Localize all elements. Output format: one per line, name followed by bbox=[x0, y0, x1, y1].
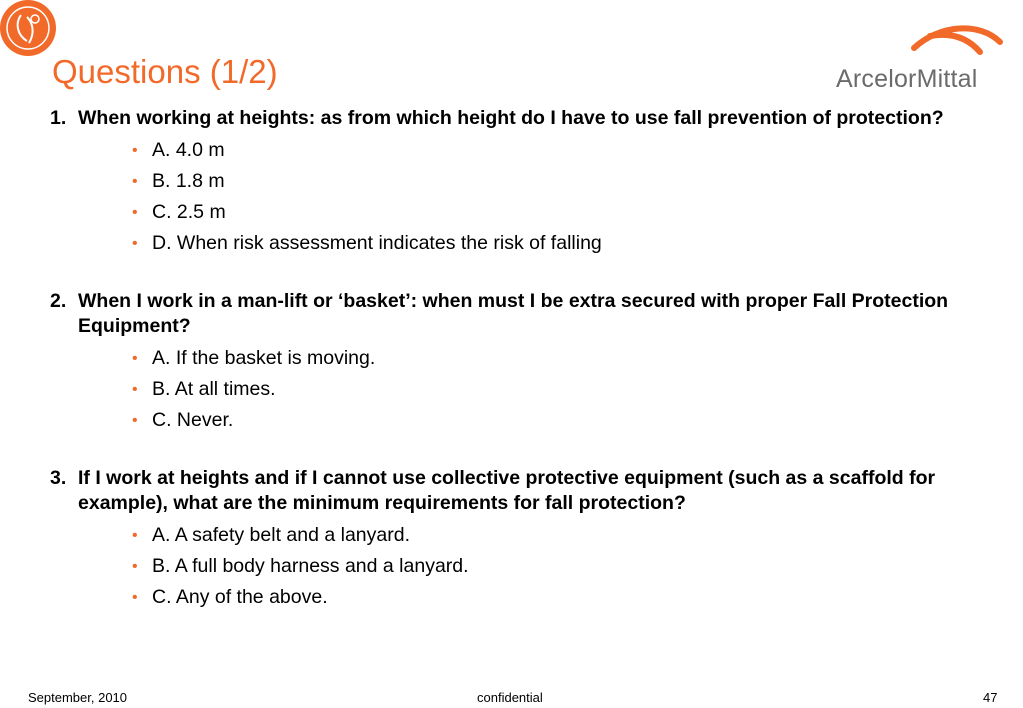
bullet-icon: • bbox=[132, 412, 138, 429]
question-list bbox=[50, 106, 980, 613]
footer-classification: confidential bbox=[477, 690, 543, 705]
answer-option: • B. 1.8 m bbox=[50, 166, 980, 197]
question-text: When I work in a man-lift or ‘basket’: when must I be extra secured with proper Fall Protection Equipment? bbox=[78, 290, 949, 337]
arcelormittal-logo bbox=[830, 18, 1006, 96]
question-text: When working at heights: as from which height do I have to use fall prevention of protection? bbox=[78, 107, 944, 129]
bullet-icon: • bbox=[132, 527, 138, 544]
page-title: Questions (1/2) bbox=[52, 53, 278, 90]
answer-option: • D. When risk assessment indicates the risk of falling bbox=[50, 228, 980, 259]
answer-options bbox=[50, 135, 980, 259]
question-text: If I work at heights and if I cannot use collective protective equipment (such as a scaffold for example), what are the minimum requirements for fall protection? bbox=[78, 467, 936, 514]
bullet-icon: • bbox=[132, 381, 138, 398]
footer-date: September, 2010 bbox=[28, 690, 128, 705]
answer-option: • C. 2.5 m bbox=[50, 197, 980, 228]
question-number: 2. bbox=[50, 290, 67, 312]
bullet-icon: • bbox=[132, 350, 138, 367]
bullet-icon: • bbox=[132, 589, 138, 606]
question-2 bbox=[50, 289, 980, 436]
safety-badge-logo bbox=[0, 0, 56, 56]
bullet-icon: • bbox=[132, 173, 138, 190]
arcelormittal-swoosh-icon bbox=[830, 18, 1006, 68]
logo-wordmark: ArcelorMittal bbox=[836, 65, 978, 93]
answer-option: • B. A full body harness and a lanyard. bbox=[50, 551, 980, 582]
page-number: 47 bbox=[983, 690, 998, 705]
question-number: 1. bbox=[50, 107, 67, 129]
bullet-icon: • bbox=[132, 204, 138, 221]
answer-option: • A. 4.0 m bbox=[50, 135, 980, 166]
question-3 bbox=[50, 466, 980, 613]
bullet-icon: • bbox=[132, 235, 138, 252]
question-number: 3. bbox=[50, 467, 67, 489]
answer-options bbox=[50, 343, 980, 436]
answer-option: • A. If the basket is moving. bbox=[50, 343, 980, 374]
answer-option: • B. At all times. bbox=[50, 374, 980, 405]
answer-option: • C. Any of the above. bbox=[50, 582, 980, 613]
answer-option: • C. Never. bbox=[50, 405, 980, 436]
bullet-icon: • bbox=[132, 142, 138, 159]
bullet-icon: • bbox=[132, 558, 138, 575]
answer-options bbox=[50, 520, 980, 613]
safety-badge-icon bbox=[5, 5, 51, 51]
answer-option: • A. A safety belt and a lanyard. bbox=[50, 520, 980, 551]
question-1 bbox=[50, 106, 980, 259]
